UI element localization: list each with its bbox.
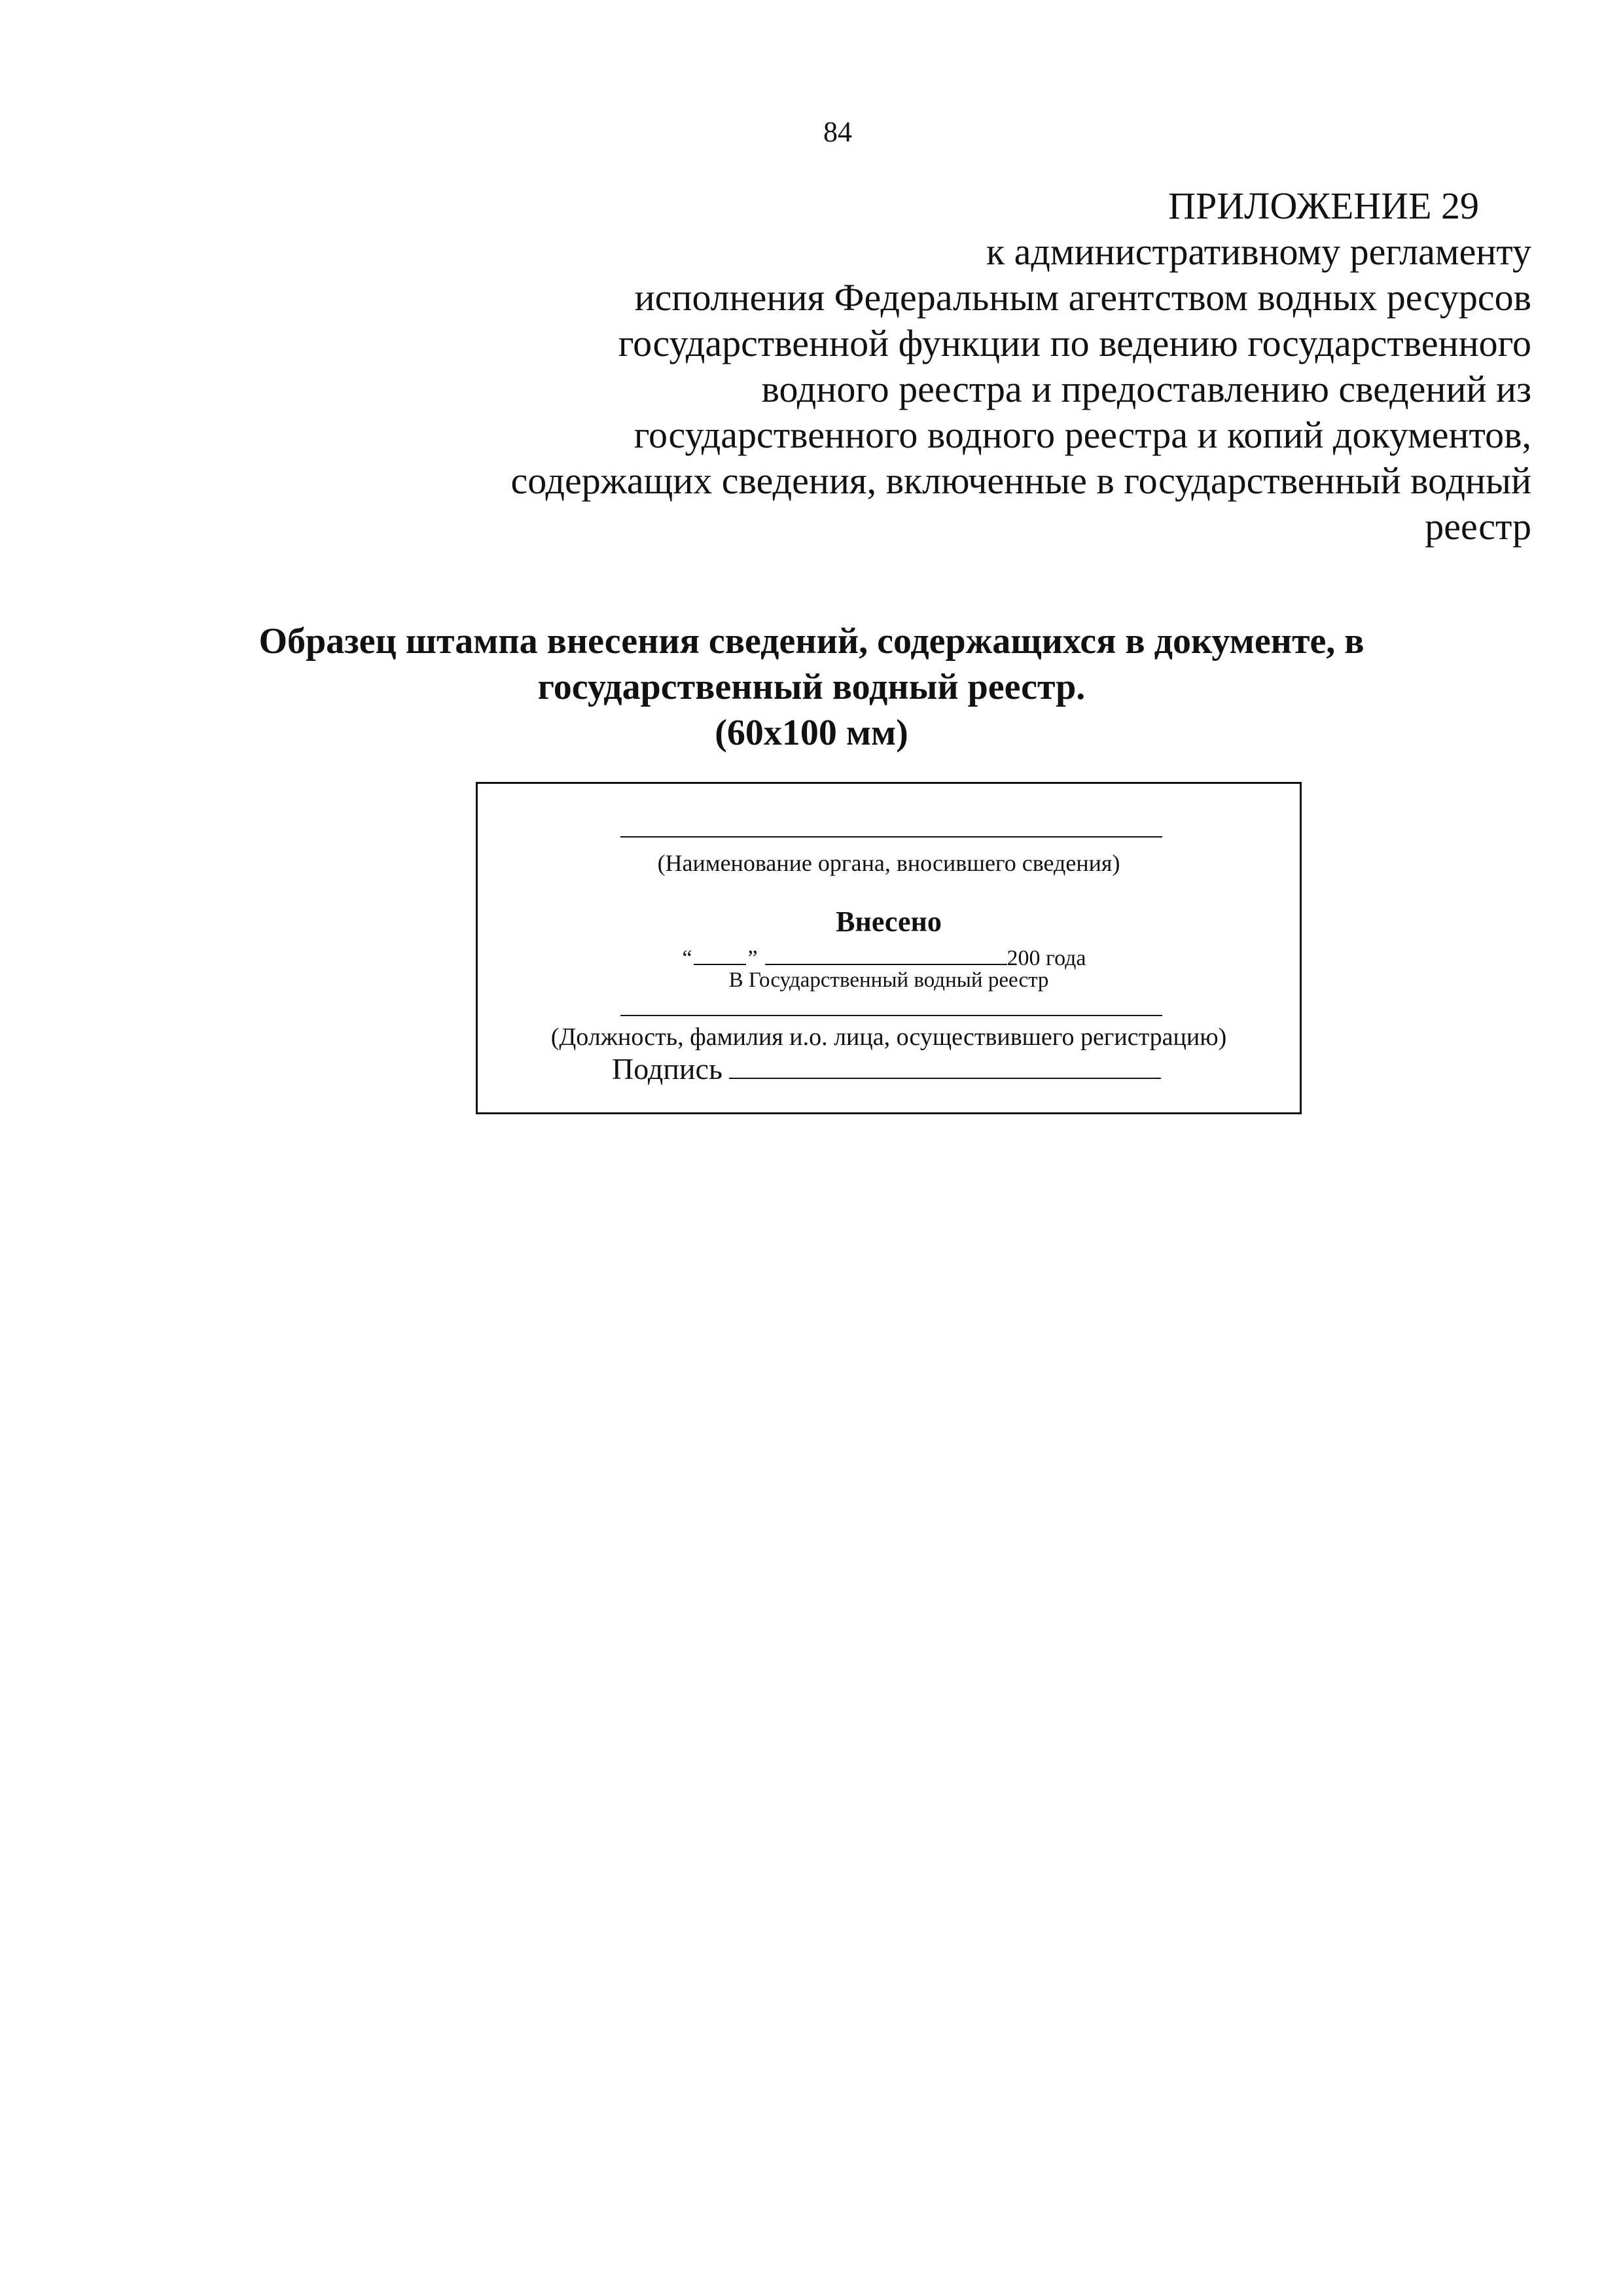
entered-label: Внесено bbox=[836, 906, 942, 938]
date-row bbox=[681, 944, 1086, 971]
stamp-sample bbox=[476, 782, 1302, 1114]
appendix-line: к административному регламенту bbox=[986, 230, 1531, 273]
appendix-line: водного реестра и предоставлению сведений из bbox=[761, 368, 1531, 410]
page-number: 84 bbox=[823, 116, 852, 148]
date-year: 200 года bbox=[1007, 946, 1086, 970]
signature-row bbox=[612, 1049, 1161, 1086]
registry-caption: В Государственный водный реестр bbox=[728, 968, 1049, 992]
day-blank bbox=[694, 944, 746, 965]
heading-size: (60x100 мм) bbox=[715, 713, 908, 753]
month-blank bbox=[765, 944, 1007, 965]
signature-blank bbox=[729, 1049, 1161, 1079]
date-open-quote: “ bbox=[682, 946, 692, 970]
appendix-block bbox=[353, 183, 1531, 550]
heading-line-2: государственный водный реестр. bbox=[537, 667, 1086, 707]
position-line bbox=[620, 1015, 1162, 1016]
appendix-line: реестр bbox=[1425, 505, 1531, 548]
appendix-line: государственного водного реестра и копий документов, bbox=[633, 414, 1531, 456]
heading-line-1: Образец штампа внесения сведений, содержащихся в документе, в bbox=[259, 621, 1364, 662]
appendix-title: ПРИЛОЖЕНИЕ 29 bbox=[1168, 185, 1479, 227]
appendix-line: содержащих сведения, включенные в государственный водный bbox=[510, 459, 1531, 502]
org-caption: (Наименование органа, вносившего сведения) bbox=[657, 850, 1120, 876]
document-heading bbox=[196, 618, 1427, 756]
org-name-line bbox=[620, 836, 1162, 838]
date-close-quote: ” bbox=[747, 946, 758, 970]
appendix-line: государственной функции по ведению государственного bbox=[618, 322, 1531, 364]
appendix-line: исполнения Федеральным агентством водных ресурсов bbox=[634, 276, 1531, 319]
position-caption: (Должность, фамилия и.о. лица, осуществившего регистрацию) bbox=[550, 1023, 1227, 1051]
signature-label: Подпись bbox=[612, 1052, 722, 1086]
